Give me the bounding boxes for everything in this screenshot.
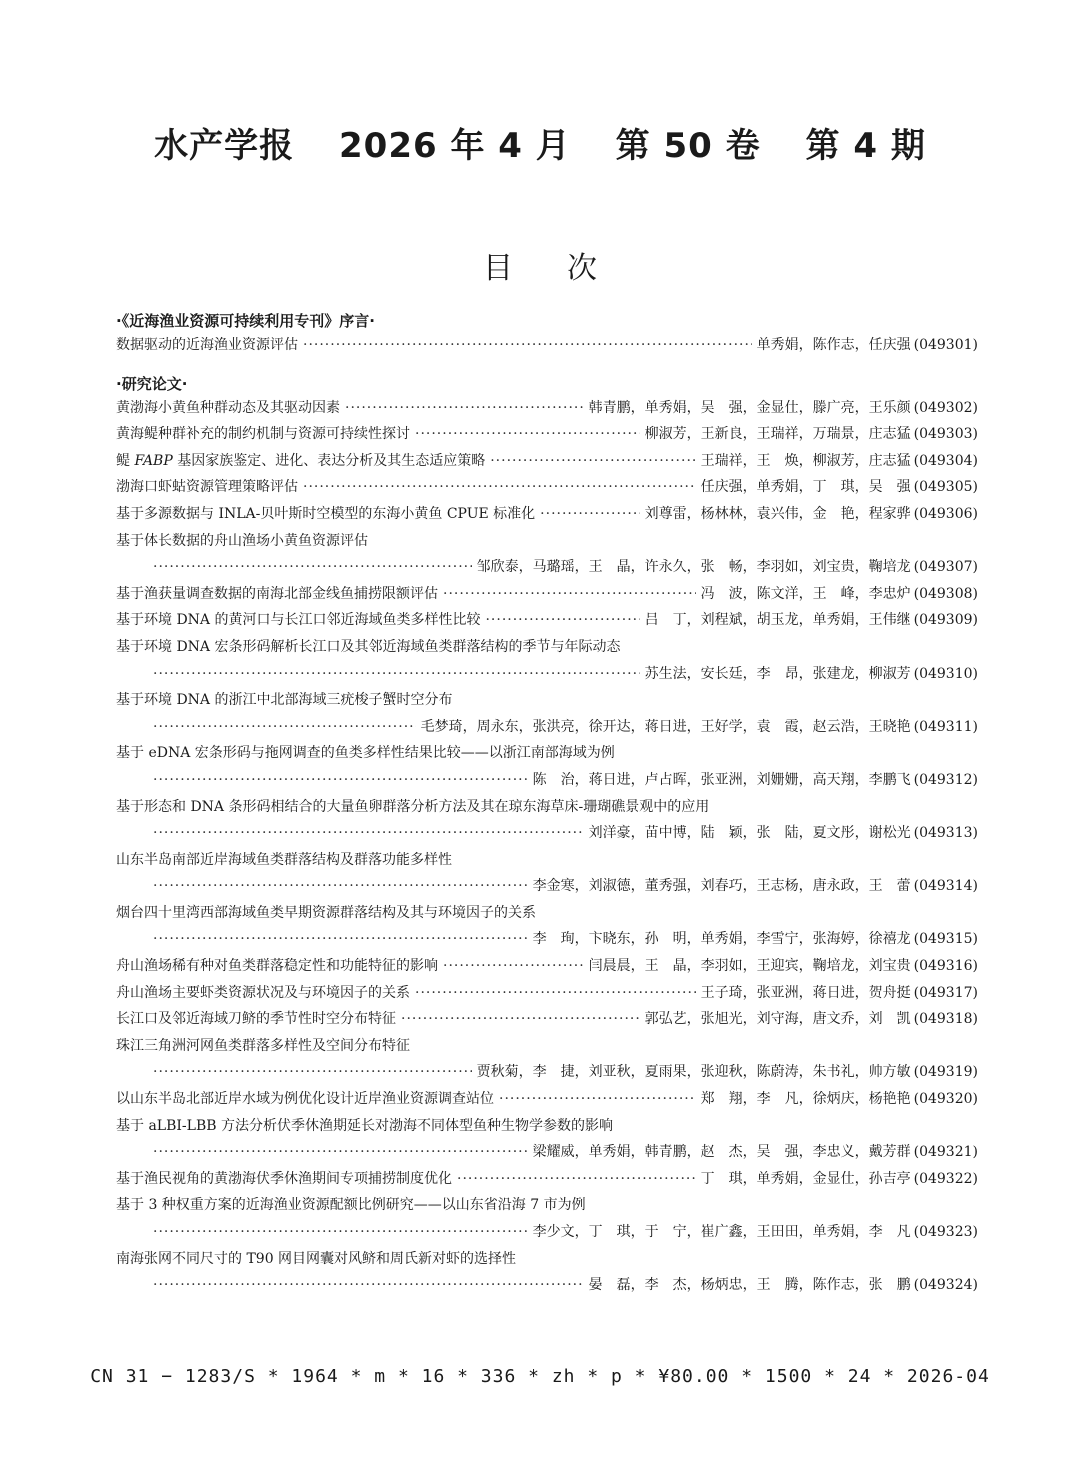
leader-dots: [443, 953, 584, 980]
journal-name: 水产学报: [154, 126, 295, 166]
issue-number: 第 4 期: [805, 126, 926, 166]
toc-heading: 目次: [483, 251, 651, 286]
authors: 吕 丁，刘程斌，胡玉龙，单秀娟，王伟继: [644, 612, 911, 629]
toc-entry[interactable]: [116, 634, 978, 687]
authors: 邹欣泰，马璐瑶，王 晶，许永久，张 畅，李羽如，刘宝贵，鞠培龙: [476, 559, 911, 576]
volume-number: 第 50 卷: [615, 126, 761, 166]
toc-entry[interactable]: [116, 1192, 978, 1245]
authors: 贾秋菊，李 捷，刘亚秋，夏雨果，张迎秋，陈蔚涛，朱书礼，帅方敏: [476, 1064, 911, 1081]
article-title: 基于渔民视角的黄渤海伏季休渔期间专项捕捞制度优化: [116, 1170, 452, 1187]
authors: 王瑞祥，王 焕，柳淑芳，庄志猛: [700, 452, 911, 469]
authors: 闫晨晨，王 晶，李羽如，王迎宾，鞠培龙，刘宝贵: [588, 958, 911, 975]
article-code: (049315): [913, 931, 978, 948]
author-list: [701, 448, 978, 475]
toc-entry[interactable]: [116, 1086, 978, 1113]
leader-dots: [153, 1059, 472, 1086]
toc-entry[interactable]: [116, 953, 978, 980]
article-title: 以山东半岛北部近岸水域为例优化设计近岸渔业资源调查站位: [116, 1091, 494, 1108]
article-code: (049318): [913, 1011, 978, 1028]
author-list: [645, 421, 978, 448]
author-list: [701, 1166, 978, 1193]
author-list: [701, 1086, 978, 1113]
leader-dots: [153, 820, 584, 847]
toc-entry[interactable]: [116, 1246, 978, 1299]
leader-dots: [153, 714, 416, 741]
leader-dots: [415, 421, 640, 448]
toc-entry[interactable]: [116, 607, 978, 634]
article-code: (049307): [913, 559, 978, 576]
article-title: 渤海口虾蛄资源管理策略评估: [116, 479, 298, 496]
toc-entry[interactable]: [116, 1113, 978, 1166]
toc-entry[interactable]: [116, 740, 978, 793]
authors: 单秀娟，陈作志，任庆强: [756, 337, 911, 353]
article-title: 基于环境 DNA 的浙江中北部海域三疣梭子蟹时空分布: [116, 692, 453, 709]
author-list: [533, 1139, 978, 1166]
article-code: (049317): [913, 984, 978, 1001]
leader-dots: [153, 767, 528, 794]
author-list: [701, 474, 978, 501]
authors: 丁 琪，单秀娟，金显仕，孙吉亭: [700, 1170, 911, 1187]
authors: 李少文，丁 琪，于 宁，崔广鑫，王田田，单秀娟，李 凡: [532, 1224, 911, 1240]
author-list: [533, 926, 978, 953]
authors: 李 珣，卞晓东，孙 明，单秀娟，李雪宁，张海婷，徐禧龙: [532, 931, 911, 948]
article-title: [116, 448, 485, 475]
section-title: ·《近海渔业资源可持续利用专刊》序言·: [116, 312, 375, 330]
table-of-contents: [116, 310, 978, 1299]
leader-dots: [153, 873, 528, 900]
article-title: 基于 3 种权重方案的近海渔业资源配额比例研究——以山东省沿海 7 市为例: [116, 1197, 586, 1214]
toc-entry[interactable]: [116, 474, 978, 501]
authors: 柳淑芳，王新良，王瑞祥，万瑞景，庄志猛: [644, 426, 911, 443]
article-code: (049314): [913, 878, 978, 895]
article-title: 基于 eDNA 宏条形码与拖网调查的鱼类多样性结果比较——以浙江南部海域为例: [116, 745, 615, 762]
article-title: 长江口及邻近海域刀鲚的季节性时空分布特征: [116, 1011, 396, 1028]
authors: 郭弘艺，张旭光，刘守海，唐文乔，刘 凯: [644, 1011, 911, 1028]
toc-entry[interactable]: [116, 332, 978, 359]
authors: 陈 治，蒋日进，卢占晖，张亚洲，刘姗姗，高天翔，李鹏飞: [532, 771, 911, 788]
article-title-prefix: 鳀: [116, 452, 135, 469]
section-title: ·研究论文·: [116, 374, 188, 393]
author-list: [589, 820, 978, 847]
authors: 王子琦，张亚洲，蒋日进，贺舟挺: [700, 984, 911, 1001]
toc-entry[interactable]: [116, 421, 978, 448]
authors: 刘尊雷，杨林林，袁兴伟，金 艳，程家骅: [644, 505, 911, 522]
article-code: (049313): [913, 825, 978, 842]
leader-dots: [401, 1006, 640, 1033]
leader-dots: [415, 980, 696, 1007]
author-list: [589, 953, 978, 980]
leader-dots: [499, 1086, 696, 1113]
article-title: 珠江三角洲河网鱼类群落多样性及空间分布特征: [116, 1037, 410, 1054]
authors: 苏生法，安长廷，李 昂，张建龙，柳淑芳: [644, 665, 911, 682]
leader-dots: [540, 501, 639, 528]
article-code: (049322): [913, 1170, 978, 1187]
author-list: [533, 873, 978, 900]
publication-code-line: CN 31 − 1283/S * 1964 * m * 16 * 336 * zh * p * ¥80.00 * 1500 * 24 * 2026-04: [90, 1366, 990, 1387]
article-title: 烟台四十里湾西部海域鱼类早期资源群落结构及其与环境因子的关系: [116, 904, 536, 921]
leader-dots: [490, 448, 695, 475]
author-list: [645, 607, 978, 634]
article-title-rest: 基因家族鉴定、进化、表达分析及其生态适应策略: [172, 452, 486, 469]
toc-entry[interactable]: [116, 980, 978, 1007]
authors: 李金寒，刘淑德，董秀强，刘春巧，王志杨，唐永政，王 蕾: [532, 878, 911, 895]
leader-dots: [153, 1219, 528, 1246]
author-list: [645, 661, 978, 688]
authors: 任庆强，单秀娟，丁 琪，吴 强: [700, 479, 911, 496]
article-code: (049302): [913, 399, 978, 416]
authors: 梁耀威，单秀娟，韩青鹏，赵 杰，吴 强，李忠义，戴芳群: [532, 1144, 911, 1161]
article-title: 数据驱动的近海渔业资源评估: [116, 337, 298, 353]
toc-entry[interactable]: [116, 794, 978, 847]
toc-entry[interactable]: [116, 501, 978, 528]
author-list: [533, 767, 978, 794]
authors: 冯 波，陈文洋，王 峰，李忠炉: [700, 585, 911, 602]
article-title: 南海张网不同尺寸的 T90 网目网囊对风鲚和周氏新对虾的选择性: [116, 1250, 517, 1267]
toc-entry[interactable]: [116, 395, 978, 422]
authors: 韩青鹏，单秀娟，吴 强，金显仕，滕广亮，王乐颜: [588, 399, 911, 416]
leader-dots: [485, 607, 639, 634]
author-list: [757, 332, 978, 359]
article-code: (049310): [913, 665, 978, 682]
article-title: 基于形态和 DNA 条形码相结合的大量鱼卵群落分析方法及其在琼东海草床-珊瑚礁景观中的应用: [116, 798, 710, 815]
article-code: (049308): [913, 585, 978, 602]
article-title-gene: FABP: [134, 452, 173, 469]
authors: 晏 磊，李 杰，杨炳忠，王 腾，陈作志，张 鹏: [588, 1277, 911, 1294]
article-code: (049321): [913, 1144, 978, 1161]
article-code: (049316): [913, 958, 978, 975]
leader-dots: [303, 474, 696, 501]
authors: 毛梦琦，周永东，张洪亮，徐开达，蒋日进，王好学，袁 霞，赵云浩，王晓艳: [420, 718, 911, 735]
toc-entry[interactable]: [116, 581, 978, 608]
article-code: (049320): [913, 1091, 978, 1108]
article-title: 基于体长数据的舟山渔场小黄鱼资源评估: [116, 532, 368, 549]
leader-dots: [345, 395, 584, 422]
article-code: (049311): [913, 718, 978, 735]
article-title: 基于渔获量调查数据的南海北部金线鱼捕捞限额评估: [116, 585, 438, 602]
author-list: [589, 395, 978, 422]
author-list: [645, 501, 978, 528]
toc-entry[interactable]: [116, 1006, 978, 1033]
author-list: [533, 1219, 978, 1246]
toc-entry[interactable]: [116, 1033, 978, 1086]
article-code: (049301): [913, 337, 978, 353]
article-title: 山东半岛南部近岸海域鱼类群落结构及群落功能多样性: [116, 851, 452, 868]
authors: 郑 翔，李 凡，徐炳庆，杨艳艳: [700, 1091, 911, 1108]
article-title: 基于环境 DNA 的黄河口与长江口邻近海域鱼类多样性比较: [116, 612, 481, 629]
author-list: [701, 581, 978, 608]
leader-dots: [457, 1166, 696, 1193]
journal-masthead: [0, 118, 1080, 167]
article-code: (049306): [913, 505, 978, 522]
article-code: (049303): [913, 426, 978, 443]
leader-dots: [153, 926, 528, 953]
article-title: 基于 aLBI-LBB 方法分析伏季休渔期延长对渤海不同体型鱼种生物学参数的影响: [116, 1117, 613, 1134]
article-code: (049305): [913, 479, 978, 496]
authors: 刘洋豪，苗中博，陆 颖，张 陆，夏文彤，谢松光: [588, 825, 911, 842]
article-code: (049324): [913, 1277, 978, 1294]
article-code: (049312): [913, 771, 978, 788]
toc-entry[interactable]: [116, 1166, 978, 1193]
leader-dots: [153, 1139, 528, 1166]
toc-entry[interactable]: [116, 528, 978, 581]
author-list: [589, 1272, 978, 1299]
article-code: (049304): [913, 452, 978, 469]
toc-entry[interactable]: [116, 687, 978, 740]
author-list: [477, 554, 978, 581]
article-code: (049323): [913, 1224, 978, 1240]
leader-dots: [443, 581, 696, 608]
author-list: [477, 1059, 978, 1086]
author-list: [421, 714, 978, 741]
leader-dots: [303, 332, 752, 359]
article-title: 基于环境 DNA 宏条形码解析长江口及其邻近海域鱼类群落结构的季节与年际动态: [116, 638, 621, 655]
article-title: 黄渤海小黄鱼种群动态及其驱动因素: [116, 399, 340, 416]
article-title: 舟山渔场主要虾类资源状况及与环境因子的关系: [116, 984, 410, 1001]
toc-entry[interactable]: [116, 448, 978, 475]
article-title: 舟山渔场稀有种对鱼类群落稳定性和功能特征的影响: [116, 958, 438, 975]
author-list: [645, 1006, 978, 1033]
author-list: [701, 980, 978, 1007]
leader-dots: [153, 1272, 584, 1299]
leader-dots: [153, 661, 640, 688]
article-title: 黄海鳀种群补充的制约机制与资源可持续性探讨: [116, 426, 410, 443]
leader-dots: [153, 554, 472, 581]
toc-entry[interactable]: [116, 900, 978, 953]
article-title: 基于多源数据与 INLA-贝叶斯时空模型的东海小黄鱼 CPUE 标准化: [116, 505, 536, 522]
article-code: (049319): [913, 1064, 978, 1081]
article-code: (049309): [913, 612, 978, 629]
toc-entry[interactable]: [116, 847, 978, 900]
issue-date: 2026 年 4 月: [339, 126, 571, 166]
